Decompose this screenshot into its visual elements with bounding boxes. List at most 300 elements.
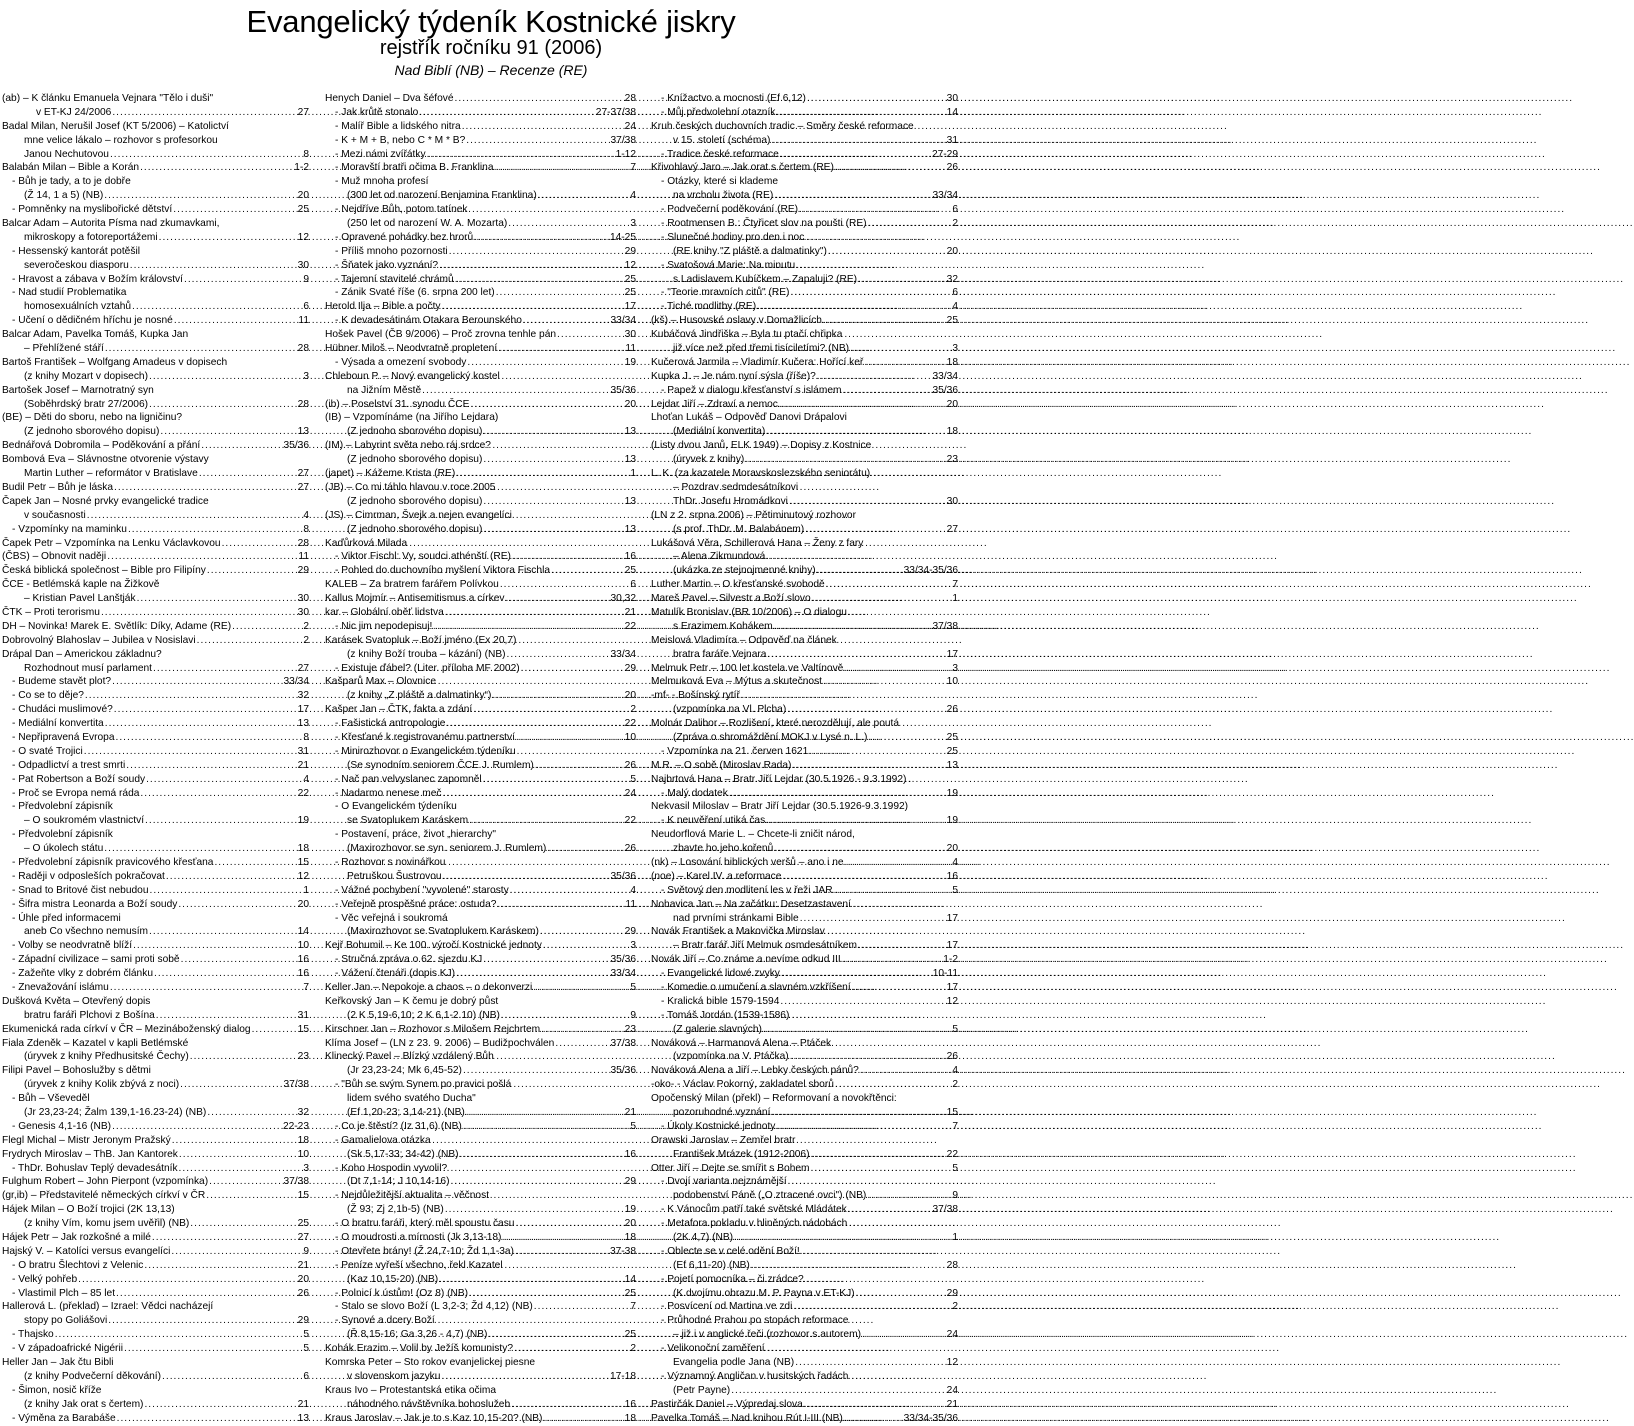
entry-page: 29 bbox=[297, 1315, 309, 1327]
index-entry bbox=[651, 398, 958, 412]
entry-text: Fulghum Robert – John Pierpont (vzpomínka) bbox=[2, 1176, 209, 1188]
entry-text: - Vážení čtenáři (dopis KJ) bbox=[335, 968, 456, 980]
entry-page: 14 bbox=[946, 106, 958, 118]
entry-text: Novák František a Makovička Miroslav bbox=[651, 926, 825, 938]
entry-text: (z knihy Podvečerní děkování) bbox=[24, 1370, 162, 1382]
entry-page: 9 bbox=[952, 1190, 958, 1202]
leader-dots bbox=[462, 120, 624, 134]
entry-page: 12 bbox=[297, 870, 309, 882]
index-entry bbox=[325, 245, 636, 259]
entry-page: 22 bbox=[946, 1148, 958, 1160]
index-entry bbox=[2, 134, 309, 148]
index-entry bbox=[2, 620, 309, 634]
entry-page: 6 bbox=[952, 287, 958, 299]
index-entry bbox=[325, 342, 636, 356]
entry-text: - Koho Hospodin vyvolil? bbox=[335, 1162, 448, 1174]
entry-text: (2 K 5,19-6,10; 2 K 6,1-2.10) (NB) bbox=[347, 1009, 500, 1021]
index-entry bbox=[325, 439, 636, 453]
index-entry bbox=[651, 273, 958, 287]
index-entry bbox=[325, 1314, 636, 1328]
index-entry bbox=[651, 1134, 958, 1148]
leader-dots bbox=[449, 245, 624, 259]
entry-text: Bartoš František – Wolfgang Amadeus v dopisech bbox=[2, 356, 228, 368]
entry-page: 22 bbox=[624, 718, 636, 730]
entry-text: Keřkovský Jan – K čemu je dobrý půst bbox=[325, 995, 499, 1007]
entry-page: 18 bbox=[946, 426, 958, 438]
leader-dots bbox=[533, 981, 629, 995]
leader-dots bbox=[789, 495, 946, 509]
entry-page: 2 bbox=[303, 634, 309, 646]
leader-dots bbox=[149, 370, 302, 384]
leader-dots bbox=[860, 1064, 951, 1078]
entry-page: 9 bbox=[303, 1245, 309, 1257]
entry-text: - Budeme stavět plot? bbox=[12, 676, 112, 688]
entry-text: (nk) – Losování biblických veršů – ano i ne bbox=[651, 856, 844, 868]
entry-text: - Hessenský kantorát potěšil bbox=[12, 245, 140, 257]
entry-text: - Šňatek jako vyznání? bbox=[335, 259, 439, 271]
entry-text: nad prvními stránkami Bible bbox=[673, 912, 799, 924]
leader-dots bbox=[469, 814, 623, 828]
entry-text: - Tiché modlitby (RE) bbox=[661, 301, 757, 313]
index-entry bbox=[2, 1287, 309, 1301]
index-entry bbox=[651, 925, 958, 939]
entry-page: 24 bbox=[624, 120, 636, 132]
entry-page: 37/38 bbox=[283, 1079, 309, 1091]
entry-page: 11 bbox=[298, 315, 309, 327]
entry-page: 21 bbox=[624, 1107, 636, 1119]
index-entry bbox=[325, 1092, 636, 1106]
entry-page: 2 bbox=[630, 1343, 636, 1355]
leader-dots bbox=[112, 106, 296, 120]
entry-page: 17-18 bbox=[609, 1370, 636, 1382]
entry-text: - Rootmensen B.: Čtyřicet slov na poušti (RE) bbox=[661, 218, 867, 230]
entry-page: 5 bbox=[952, 1023, 958, 1035]
entry-page: 28 bbox=[624, 93, 636, 104]
entry-text: Čapek Petr – Vzpomínka na Lenku Václavkovou bbox=[2, 537, 221, 549]
entry-page: 31 bbox=[297, 745, 309, 757]
leader-dots bbox=[439, 259, 624, 273]
index-entry bbox=[651, 1328, 958, 1342]
entry-text: Pastirčák Daniel – Výpredaj slova bbox=[651, 1398, 803, 1410]
leader-dots bbox=[807, 92, 946, 106]
index-entry bbox=[651, 356, 958, 370]
entry-text: - Odpadlictví a trest smrti bbox=[12, 759, 126, 771]
entry-page: 9 bbox=[303, 273, 309, 285]
leader-dots bbox=[55, 1328, 303, 1342]
entry-page: 5 bbox=[630, 1120, 636, 1132]
entry-text: Keller Jan – Nepokoje a chaos – o dekonverzi bbox=[325, 982, 533, 993]
entry-text: Pavelka Tomáš – Nad knihou Rút I-III (NB) bbox=[651, 1412, 843, 1424]
leader-dots bbox=[498, 342, 624, 356]
entry-text: - Opravené pohádky bez hrorů bbox=[335, 231, 474, 243]
entry-text: mne velice lákalo – rozhovor s profesorkou bbox=[24, 134, 218, 146]
index-entry bbox=[325, 1050, 636, 1064]
entry-text: - Můj předvolební otazník bbox=[661, 106, 776, 118]
entry-text: - Malý dodatek bbox=[661, 787, 728, 799]
leader-dots bbox=[483, 523, 623, 537]
index-entry bbox=[325, 1273, 636, 1287]
entry-text: Herold Ilja – Bible a počty bbox=[325, 301, 441, 313]
index-entry bbox=[651, 231, 958, 245]
leader-dots bbox=[174, 314, 298, 328]
entry-text: - Moravští bratři očima B. Franklina bbox=[335, 162, 494, 174]
index-entry bbox=[2, 259, 309, 273]
index-entry bbox=[2, 356, 309, 370]
leader-dots bbox=[137, 592, 297, 606]
entry-text: (Ef 6,11-20) (NB) bbox=[673, 1259, 750, 1271]
index-entry bbox=[651, 1120, 958, 1134]
index-entry bbox=[2, 1064, 309, 1078]
entry-page: 10 bbox=[624, 731, 636, 743]
entry-text: (Ž 14, 1 a 5) (NB) bbox=[24, 190, 104, 202]
index-entry bbox=[325, 1120, 636, 1134]
entry-page: 35/36 bbox=[610, 954, 636, 966]
entry-text: Kruh českých duchovních tradic – Směry české reformace bbox=[651, 120, 914, 132]
index-entry bbox=[651, 578, 958, 592]
entry-page: 20 bbox=[946, 245, 958, 257]
entry-text: (LN z 2. srpna 2006) – Pětiminutový rozhovor bbox=[651, 509, 856, 521]
entry-text: - Předvolební zápisník pravicového křesťana bbox=[12, 856, 214, 868]
entry-text: (BE) – Děti do sboru, nebo na ligničinu? bbox=[2, 412, 183, 424]
entry-text: - Vzpomínka na 21. červen 1621 bbox=[661, 745, 809, 757]
leader-dots bbox=[101, 606, 297, 620]
entry-page: 19 bbox=[624, 1204, 636, 1216]
entry-page: 20 bbox=[624, 1218, 636, 1230]
leader-dots bbox=[166, 870, 297, 884]
index-entry bbox=[2, 523, 309, 537]
entry-text: - Minirozhovor o Evangelickém týdeníku bbox=[335, 745, 516, 757]
entry-text: (ab) – K článku Emanuela Vejnara "Tělo i duši" bbox=[2, 93, 214, 104]
entry-text: (Zpráva o shromáždění MOKJ v Lysé n. L.) bbox=[673, 731, 868, 743]
leader-dots bbox=[782, 870, 945, 884]
entry-page: 27 bbox=[297, 106, 309, 118]
entry-text: - Nadarmo nenese meč bbox=[335, 787, 442, 799]
index-entry bbox=[325, 300, 636, 314]
leader-dots bbox=[209, 1175, 282, 1189]
entry-page: 6 bbox=[303, 301, 309, 313]
entry-text: Nohavica Jan – Na začátku: Desetzastavení bbox=[651, 898, 851, 910]
entry-text: (z knihy Boží trouba – kázání) (NB) bbox=[347, 648, 506, 660]
leader-dots bbox=[817, 564, 903, 578]
entry-text: Křivohlavý Jaro – Jak orat s čertem (RE) bbox=[651, 162, 834, 174]
leader-dots bbox=[442, 300, 624, 314]
entry-text: - Mezi námi zvířátky bbox=[335, 148, 426, 160]
index-entry bbox=[325, 481, 636, 495]
entry-text: Hallerová L. (překlad) – Izrael: Vědci nacházejí bbox=[2, 1301, 214, 1313]
index-entry bbox=[325, 731, 636, 745]
entry-text: (Se synodním seniorem ČCE J. Rumlem) bbox=[347, 759, 534, 771]
entry-text: - Znevažování islámu bbox=[12, 982, 109, 993]
entry-text: - Existuje ďábel? (Liter. příloha MF 2002) bbox=[335, 662, 520, 674]
entry-text: - Šifra mistra Leonarda a Boží soudy bbox=[12, 898, 178, 910]
entry-text: Lukášová Věra, Schillerová Hana – Ženy z fary bbox=[651, 537, 864, 549]
leader-dots bbox=[201, 439, 282, 453]
entry-text: Evangelia podle Jana (NB) bbox=[673, 1357, 795, 1369]
index-entry bbox=[325, 1370, 636, 1384]
index-entry bbox=[651, 717, 958, 731]
leader-dots bbox=[541, 1023, 624, 1037]
index-entry bbox=[325, 1259, 636, 1273]
entry-text: - Západní civilizace – sami proti sobě bbox=[12, 954, 180, 966]
index-entry bbox=[325, 259, 636, 273]
entry-text: na Jižním Městě bbox=[347, 384, 422, 396]
entry-text: (2K 4,7) (NB) bbox=[673, 1232, 734, 1244]
entry-text: (JS) – Cimrman, Švejk a nejen evangelíci bbox=[325, 509, 512, 521]
index-entry bbox=[325, 1134, 636, 1148]
entry-text: ČTK – Proti terorismu bbox=[2, 606, 100, 618]
index-entry bbox=[651, 1342, 958, 1356]
index-entry bbox=[2, 1175, 309, 1189]
index-entry bbox=[2, 939, 309, 953]
index-entry bbox=[2, 745, 309, 759]
entry-text: - Výměna za Barabáše bbox=[12, 1412, 116, 1424]
leader-dots bbox=[868, 731, 945, 745]
leader-dots bbox=[731, 1384, 945, 1398]
entry-page: 25 bbox=[946, 731, 958, 743]
entry-page: 20 bbox=[297, 1273, 309, 1285]
index-entry bbox=[325, 92, 636, 106]
index-entry bbox=[2, 856, 309, 870]
entry-text: František Mrázek (1912-2006) bbox=[673, 1148, 810, 1160]
entry-page: 25 bbox=[624, 287, 636, 299]
leader-dots bbox=[162, 1370, 302, 1384]
entry-page: 26 bbox=[946, 704, 958, 716]
entry-page: 30 bbox=[946, 93, 958, 104]
entry-text: v ET-KJ 24/2006 bbox=[36, 106, 112, 118]
index-entry bbox=[2, 648, 309, 662]
leader-dots bbox=[181, 953, 297, 967]
entry-text: s Erazimem Kohákem bbox=[673, 620, 773, 632]
leader-dots bbox=[555, 1037, 609, 1051]
entry-page: 7 bbox=[303, 982, 309, 993]
entry-text: - Světový den modlitení les v řeži JAR bbox=[661, 884, 833, 896]
entry-page: 13 bbox=[624, 495, 636, 507]
index-entry bbox=[2, 1370, 309, 1384]
entry-text: - K + M + B, nebo C * M * B? bbox=[335, 134, 466, 146]
leader-dots bbox=[172, 1134, 297, 1148]
entry-text: - O svaté Trojici bbox=[12, 745, 83, 757]
entry-text: (Z jednoho sborového dopisu) bbox=[347, 523, 483, 535]
leader-dots bbox=[87, 509, 303, 523]
entry-text: - Tradice české reformace bbox=[661, 148, 779, 160]
leader-dots bbox=[844, 1412, 903, 1426]
leader-dots bbox=[112, 1120, 282, 1134]
index-entry bbox=[325, 1300, 636, 1314]
entry-text: - Metafora pokladu v hliněných nádobách bbox=[661, 1218, 848, 1230]
entry-text: v slovenskom jazyku bbox=[347, 1370, 441, 1382]
index-entry bbox=[651, 314, 958, 328]
entry-text: Matulík Bronislav (BR 10/2006) – O dialogu bbox=[651, 606, 847, 618]
entry-page: 12 bbox=[297, 231, 309, 243]
entry-page: 24 bbox=[624, 787, 636, 799]
entry-text: (Ef 1,20-23; 3,14-21) (NB) bbox=[347, 1107, 465, 1119]
leader-dots bbox=[763, 1023, 951, 1037]
entry-page: 15 bbox=[297, 856, 309, 868]
entry-text: Kallus Mojmír – Antisemitismus a církev bbox=[325, 593, 505, 605]
leader-dots bbox=[496, 286, 624, 300]
entry-text: Kraus Ivo – Protestantská etika očima bbox=[325, 1384, 497, 1396]
entry-page: 1-2 bbox=[294, 162, 309, 174]
entry-text: Nekvasil Miloslav – Bratr Jiří Lejdar (30.5.1926-9.3.1992) bbox=[651, 801, 909, 813]
leader-dots bbox=[443, 870, 610, 884]
entry-text: Frydrych Miroslav – ThB. Jan Kantorek bbox=[2, 1148, 178, 1160]
leader-dots bbox=[505, 592, 609, 606]
index-entry bbox=[325, 925, 636, 939]
entry-page: 33/34 bbox=[610, 648, 636, 660]
index-entry bbox=[2, 689, 309, 703]
index-entry bbox=[2, 606, 309, 620]
entry-text: (ukázka ze stejnojmenné knihy) bbox=[673, 565, 816, 577]
entry-text: ČCE - Betlémská kaple na Žižkově bbox=[2, 579, 160, 591]
entry-text: Opočenský Milan (překl) – Reformovaní a novokřtěnci: bbox=[651, 1093, 897, 1105]
entry-text: (z knihy Vím, komu jsem uvěřil) (NB) bbox=[24, 1218, 190, 1230]
index-entry bbox=[2, 1050, 309, 1064]
leader-dots bbox=[473, 703, 629, 717]
entry-page: 5 bbox=[630, 982, 636, 993]
leader-dots bbox=[116, 731, 303, 745]
entry-text: - Malíř Bible a lidského nitra bbox=[335, 120, 461, 132]
entry-page: 31 bbox=[946, 134, 958, 146]
entry-page: 4 bbox=[630, 884, 636, 896]
entry-text: - Evangelické lidové zvyky bbox=[661, 968, 780, 980]
leader-dots bbox=[774, 189, 931, 203]
entry-text: - Fašistická antropologie bbox=[335, 718, 446, 730]
entry-page: 21 bbox=[297, 1398, 309, 1410]
leader-dots bbox=[199, 467, 297, 481]
entry-text: Kejř Bohumil – Ke 100. výročí Kostnické jednoty bbox=[325, 940, 542, 952]
entry-text: - K neuvěření utiká čas bbox=[661, 815, 766, 827]
entry-page: 16 bbox=[624, 551, 636, 563]
entry-text: - Papež v dialogu křesťanství s islámem bbox=[661, 384, 842, 396]
leader-dots bbox=[179, 1162, 303, 1176]
index-entry bbox=[325, 606, 636, 620]
entry-page: 25 bbox=[297, 1218, 309, 1230]
index-entry bbox=[325, 953, 636, 967]
index-entry bbox=[2, 1162, 309, 1176]
index-entry bbox=[2, 342, 309, 356]
entry-text: - Nejdříve Bůh, potom tatínek bbox=[335, 204, 468, 216]
index-entry bbox=[2, 1203, 309, 1217]
entry-text: (vzpomínka na V. Ptáčka) bbox=[673, 1051, 789, 1063]
entry-page: 16 bbox=[946, 870, 958, 882]
index-entry bbox=[2, 550, 309, 564]
entry-page: 30 bbox=[297, 606, 309, 618]
leader-dots bbox=[540, 925, 624, 939]
entry-text: Balabán Milan – Bible a Korán bbox=[2, 162, 140, 174]
entry-text: – Přehlížené stáří bbox=[24, 343, 104, 355]
entry-text: DH – Novinka! Marek E. Světlík: Díky, Adame (RE) bbox=[2, 620, 232, 632]
entry-page: 29 bbox=[297, 565, 309, 577]
leader-dots bbox=[483, 953, 609, 967]
index-entry bbox=[2, 814, 309, 828]
entry-text: aneb Co všechno nemusím bbox=[24, 926, 149, 938]
index-entry bbox=[651, 1064, 958, 1078]
leader-dots bbox=[757, 300, 951, 314]
index-entry bbox=[325, 1398, 636, 1412]
section-legend: Nad Biblí (NB) – Recenze (RE) bbox=[394, 62, 588, 78]
leader-dots bbox=[828, 245, 946, 259]
entry-text: (ČBS) – Obnovit naději bbox=[2, 551, 107, 563]
index-entry bbox=[651, 120, 958, 134]
entry-text: – Alena Zikmundová bbox=[673, 551, 766, 563]
entry-text: - Zažeňte vlky z dobrém článku bbox=[12, 968, 153, 980]
leader-dots bbox=[868, 217, 952, 231]
entry-text: - Tomáš Jordán (1539-1586) bbox=[661, 1009, 790, 1021]
leader-dots bbox=[149, 925, 297, 939]
index-entry bbox=[2, 1259, 309, 1273]
entry-page: 11 bbox=[625, 343, 636, 355]
index-entry bbox=[651, 1370, 958, 1384]
index-entry bbox=[651, 1106, 958, 1120]
entry-page: 24 bbox=[946, 1329, 958, 1341]
entry-text: severočeskou diasporu bbox=[24, 259, 129, 271]
index-entry bbox=[325, 134, 636, 148]
entry-text: - Výsada a omezení svobody bbox=[335, 356, 467, 368]
entry-page: 20 bbox=[624, 398, 636, 410]
index-entry bbox=[651, 175, 958, 189]
leader-dots bbox=[469, 1287, 624, 1301]
entry-page: 3 bbox=[303, 1162, 309, 1174]
entry-page: 4 bbox=[630, 190, 636, 202]
entry-text: již více než před třemi tisíciletími? (NB) bbox=[673, 343, 850, 355]
index-entry bbox=[325, 1189, 636, 1203]
entry-page: 6 bbox=[952, 204, 958, 216]
leader-dots bbox=[512, 550, 624, 564]
index-column-2 bbox=[325, 92, 636, 1426]
index-entry bbox=[2, 1398, 309, 1412]
leader-dots bbox=[766, 814, 945, 828]
entry-page: 25 bbox=[624, 565, 636, 577]
entry-page: 21 bbox=[297, 1259, 309, 1271]
entry-page: 4 bbox=[303, 509, 309, 521]
leader-dots bbox=[774, 842, 945, 856]
entry-text: Nováková – Harmanová Alena – Ptáček bbox=[651, 1037, 832, 1049]
entry-text: - Nač pan velvyslanec zapomněl bbox=[335, 773, 482, 785]
index-entry bbox=[325, 120, 636, 134]
index-entry bbox=[325, 1328, 636, 1342]
index-entry bbox=[651, 286, 958, 300]
index-entry bbox=[651, 495, 958, 509]
index-entry bbox=[651, 453, 958, 467]
entry-text: - Stručná zpráva o 62. sjezdu KJ bbox=[335, 954, 483, 966]
leader-dots bbox=[140, 161, 293, 175]
index-entry bbox=[651, 953, 958, 967]
leader-dots bbox=[514, 1342, 629, 1356]
entry-page: 26 bbox=[297, 1287, 309, 1299]
index-entry bbox=[651, 550, 958, 564]
leader-dots bbox=[502, 1231, 623, 1245]
leader-dots bbox=[470, 398, 623, 412]
entry-text: - Průhodné Prahou po stopách reformace bbox=[661, 1315, 849, 1327]
index-entry bbox=[325, 370, 636, 384]
index-entry bbox=[2, 1273, 309, 1287]
index-entry bbox=[325, 675, 636, 689]
leader-dots bbox=[133, 939, 297, 953]
index-entry bbox=[651, 634, 958, 648]
entry-page: 26 bbox=[624, 843, 636, 855]
entry-text: - Knížactvo a mocnosti (Ef 6,12) bbox=[661, 93, 806, 104]
index-entry bbox=[2, 1078, 309, 1092]
entry-page: 2 bbox=[952, 1079, 958, 1091]
leader-dots bbox=[767, 648, 945, 662]
entry-page: 16 bbox=[624, 1148, 636, 1160]
entry-page: 14 bbox=[624, 1273, 636, 1285]
entry-page: 15 bbox=[297, 1190, 309, 1202]
entry-page: 2 bbox=[952, 1301, 958, 1313]
entry-text: na vrcholu života (RE) bbox=[673, 190, 774, 202]
leader-dots bbox=[154, 967, 297, 981]
leader-dots bbox=[508, 217, 629, 231]
